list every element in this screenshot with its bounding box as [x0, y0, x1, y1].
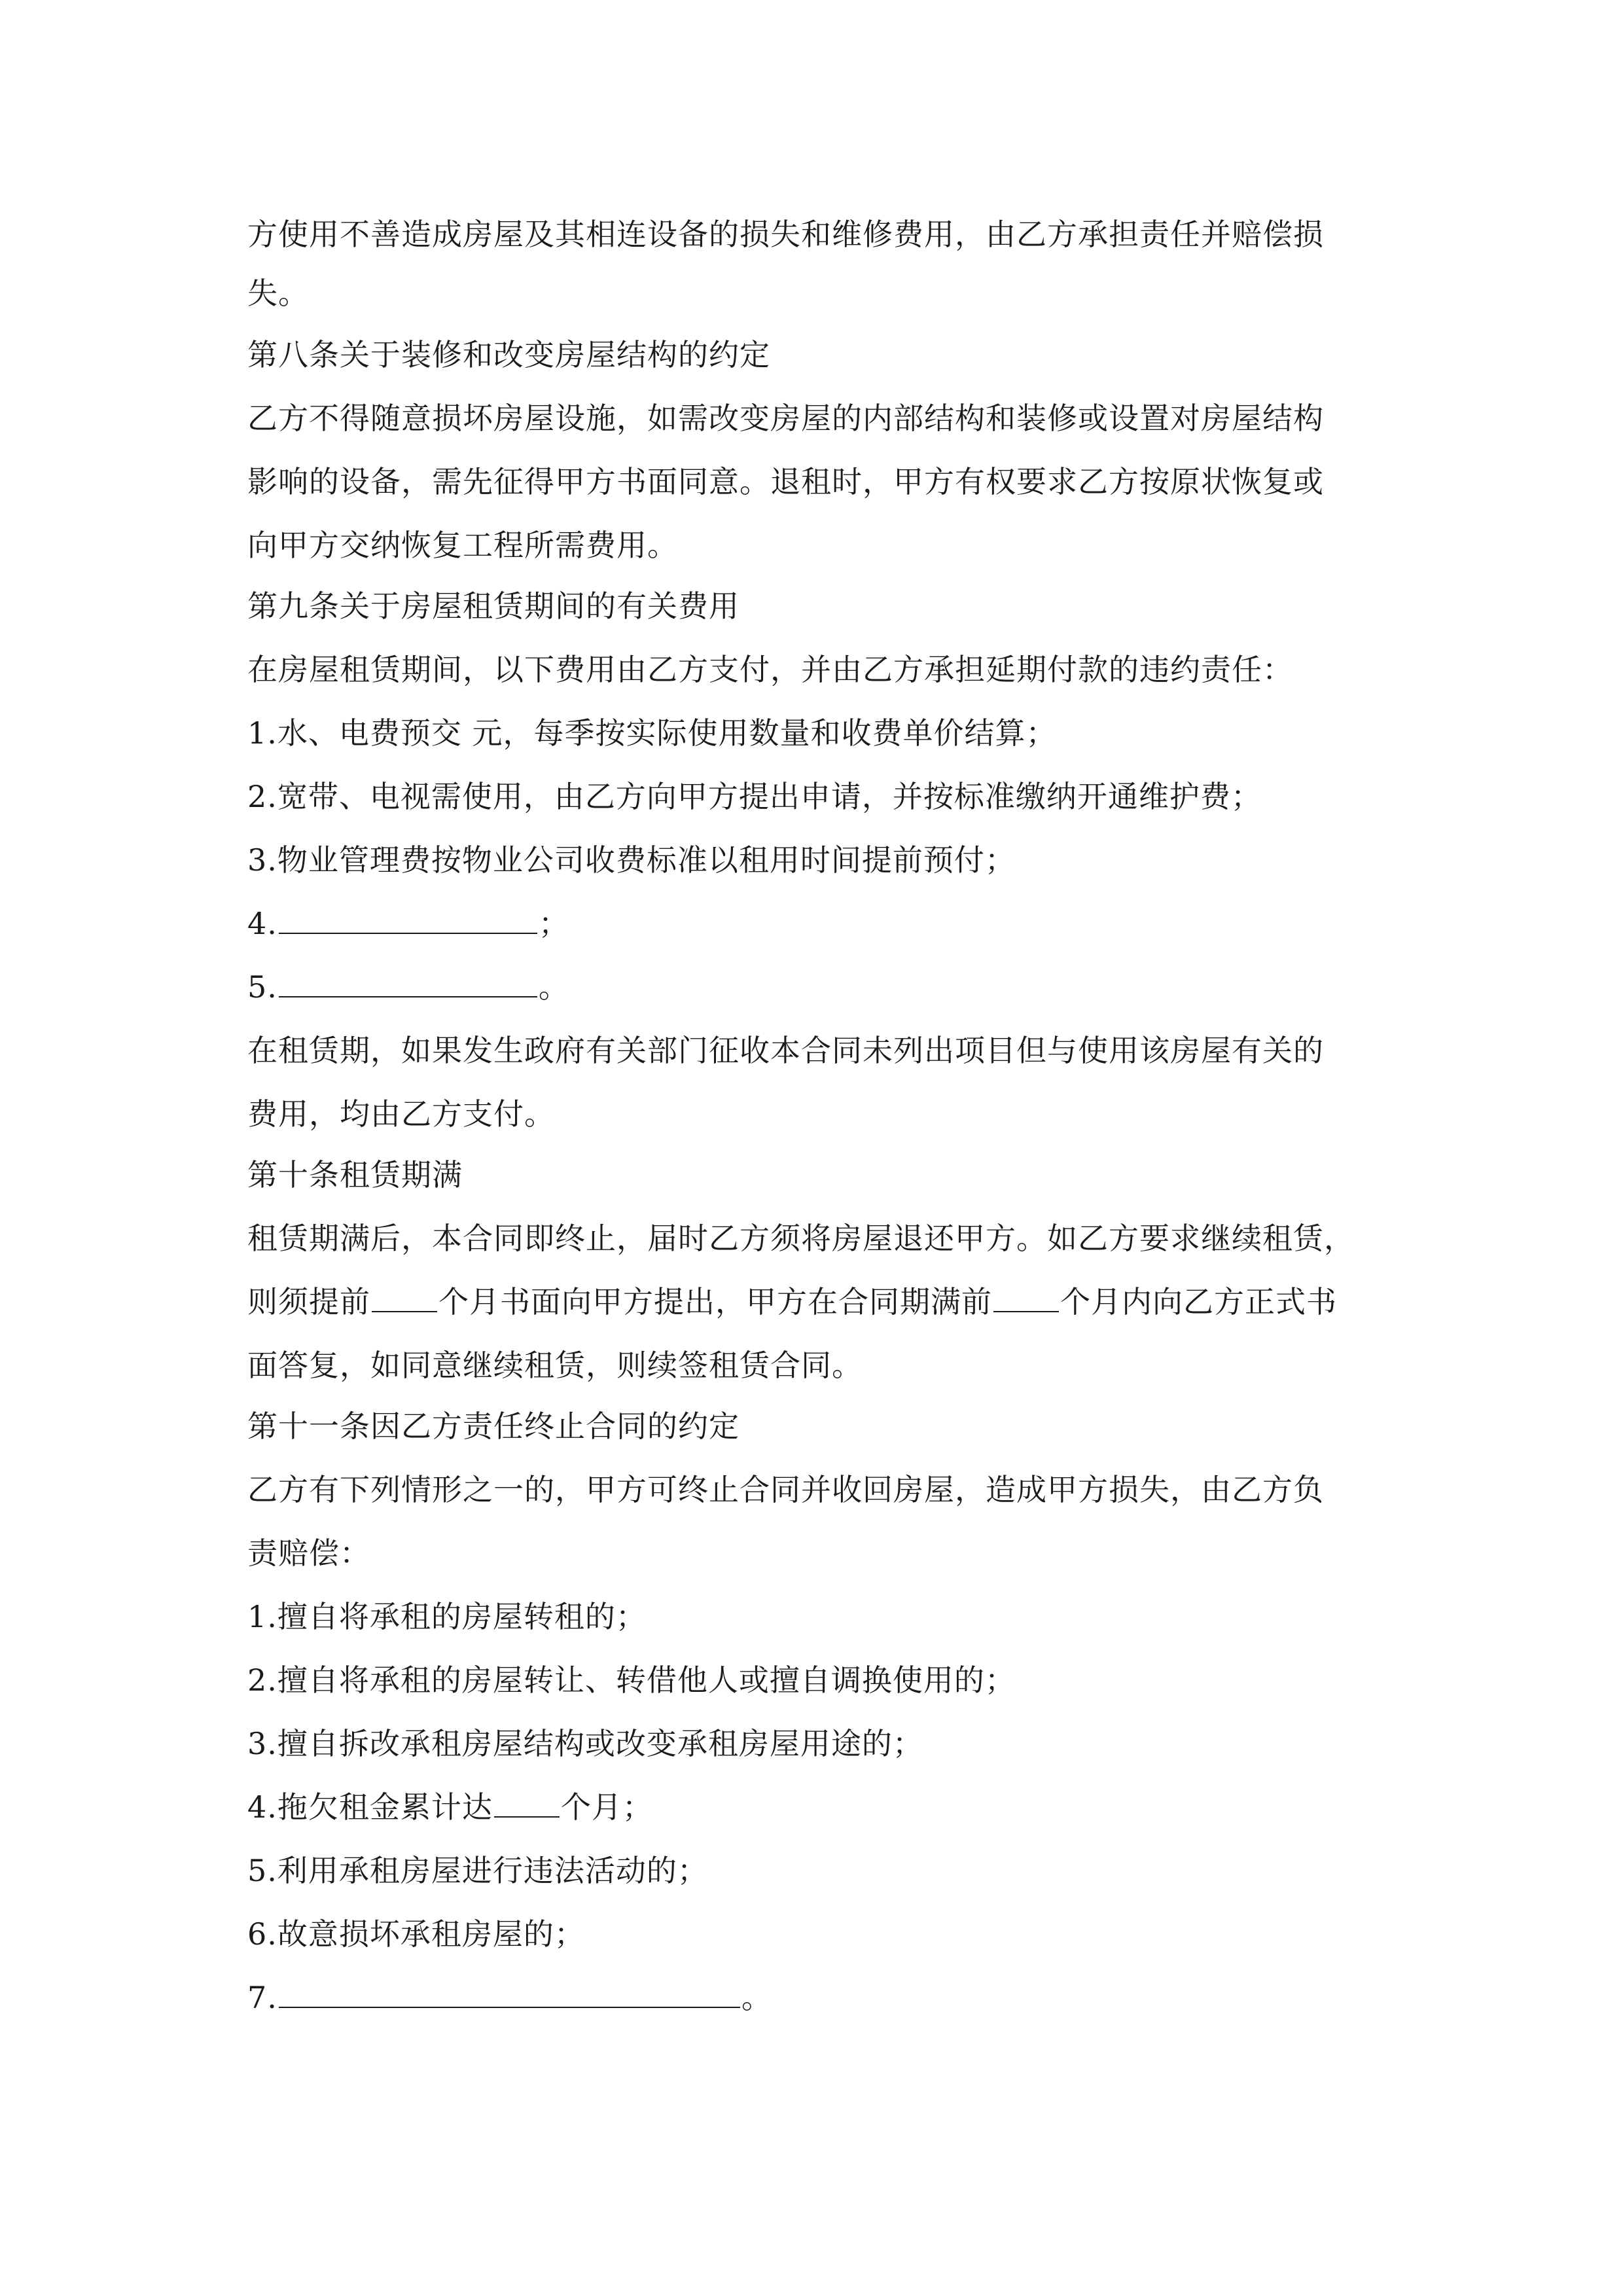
fill-in-blank[interactable]: [279, 904, 537, 934]
list-item: 3.物业管理费按物业公司收费标准以租用时间提前预付；: [247, 842, 1016, 878]
paragraph-line: 方使用不善造成房屋及其相连设备的损失和维修费用，由乙方承担责任并赔偿损: [247, 217, 1324, 252]
section-heading-10: 第十条租赁期满: [247, 1157, 463, 1193]
paragraph-line: 费用，均由乙方支付。: [247, 1096, 555, 1132]
fill-in-blank[interactable]: [372, 1282, 437, 1312]
paragraph-line: 租赁期满后，本合同即终止，届时乙方须将房屋退还甲方。如乙方要求继续租赁，: [247, 1221, 1355, 1256]
paragraph-line: 乙方有下列情形之一的，甲方可终止合同并收回房屋，造成甲方损失，由乙方负: [247, 1472, 1324, 1507]
paragraph-line: 乙方不得随意损坏房屋设施，如需改变房屋的内部结构和装修或设置对房屋结构: [247, 401, 1324, 436]
paragraph-line: 面答复，如同意继续租赁，则续签租赁合同。: [247, 1348, 863, 1383]
list-item-blank-7: 7. 。: [247, 1978, 1386, 2017]
paragraph-line: 责赔偿：: [247, 1535, 370, 1571]
list-item: 2.宽带、电视需使用，由乙方向甲方提出申请，并按标准缴纳开通维护费；: [247, 779, 1262, 814]
renewal-line: 则须提前 个月书面向甲方提出，甲方在合同期满前 个月内向乙方正式书: [247, 1282, 1386, 1321]
fill-in-blank[interactable]: [494, 1787, 560, 1818]
paragraph-line: 向甲方交纳恢复工程所需费用。: [247, 528, 678, 563]
paragraph-line: 在租赁期，如果发生政府有关部门征收本合同未列出项目但与使用该房屋有关的: [247, 1033, 1324, 1068]
section-heading-9: 第九条关于房屋租赁期间的有关费用: [247, 588, 740, 624]
fill-in-blank[interactable]: [993, 1282, 1059, 1312]
list-item-blank-4: 4. ；: [247, 904, 1386, 943]
list-item-arrears: 4.拖欠租金累计达 个月；: [247, 1787, 1386, 1827]
paragraph-line: 在房屋租赁期间，以下费用由乙方支付，并由乙方承担延期付款的违约责任：: [247, 652, 1293, 687]
section-heading-11: 第十一条因乙方责任终止合同的约定: [247, 1408, 740, 1444]
paragraph-line: 影响的设备，需先征得甲方书面同意。退租时，甲方有权要求乙方按原状恢复或: [247, 464, 1324, 499]
list-item: 6.故意损坏承租房屋的；: [247, 1916, 585, 1952]
fill-in-blank[interactable]: [279, 967, 537, 997]
list-item: 5.利用承租房屋进行违法活动的；: [247, 1853, 708, 1888]
paragraph-line: 失。: [247, 276, 309, 311]
list-item-blank-5: 5. 。: [247, 967, 1386, 1007]
list-item: 1.水、电费预交 元，每季按实际使用数量和收费单价结算；: [247, 715, 1057, 751]
section-heading-8: 第八条关于装修和改变房屋结构的约定: [247, 337, 770, 372]
list-item: 2.擅自将承租的房屋转让、转借他人或擅自调换使用的；: [247, 1662, 1016, 1698]
fill-in-blank[interactable]: [279, 1978, 740, 2008]
list-item: 1.擅自将承租的房屋转租的；: [247, 1599, 647, 1634]
list-item: 3.擅自拆改承租房屋结构或改变承租房屋用途的；: [247, 1726, 923, 1761]
